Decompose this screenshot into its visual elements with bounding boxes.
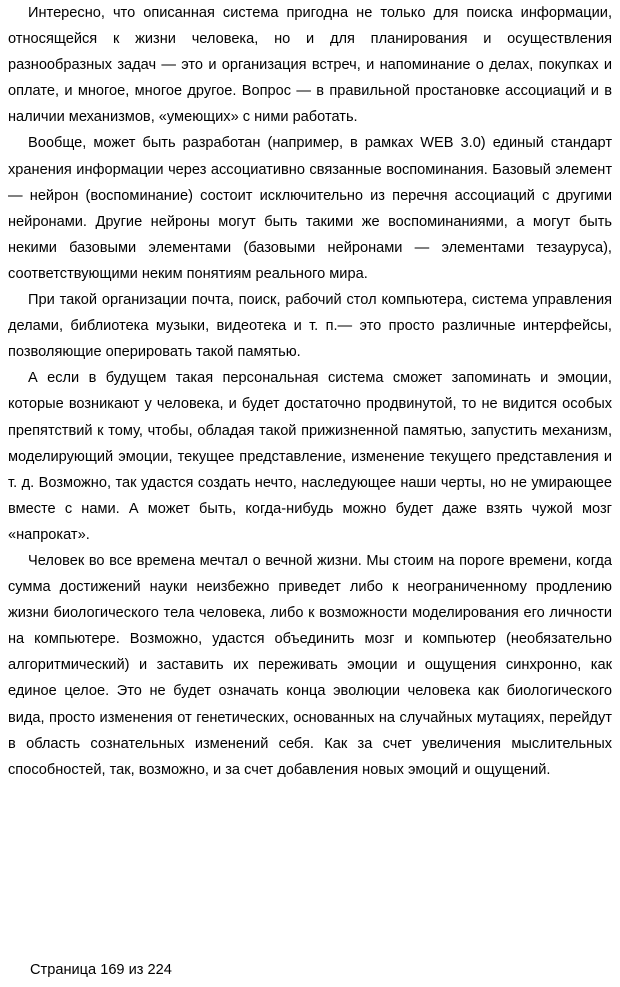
page-number-footer: Страница 169 из 224 — [30, 962, 172, 978]
text-body — [8, 0, 612, 783]
paragraph-1: Интересно, что описанная система пригодна не только для поиска информации, относящейся к жизни человека, но и для планирования и осуществления разнообразных задач — это и организация встреч, и напоминание о делах, покупках и оплате, и многое, многое другое. Вопрос — в правильной простановке ассоциаций и в наличии механизмов, «умеющих» с ними работать. — [8, 5, 612, 126]
paragraph-3: При такой организации почта, поиск, рабочий стол компьютера, система управления делами, библиотека музыки, видеотека и т. п.— это просто различные интерфейсы, позволяющие оперировать такой памятью. — [8, 292, 612, 361]
paragraph-5: Человек во все времена мечтал о вечной жизни. Мы стоим на пороге времени, когда сумма достижений науки неизбежно приведет либо к неограниченному продлению жизни биологического тела человека, либо к возможности моделирования его личности на компьютере. Возможно, удастся объединить мозг и компьютер (необязательно алгоритмический) и заставить их переживать эмоции и ощущения синхронно, как единое целое. Это не будет означать конца эволюции человека как биологического вида, просто изменения от генетических, основанных на случайных мутациях, перейдут в область сознательных изменений себя. Как за счет увеличения мыслительных способностей, так, возможно, и за счет добавления новых эмоций и ощущений. — [8, 552, 612, 778]
paragraph-2: Вообще, может быть разработан (например, в рамках WEB 3.0) единый стандарт хранения информации через ассоциативно связанные воспоминания. Базовый элемент — нейрон (воспоминание) состоит исключительно из перечня ассоциаций с другими нейронами. Другие нейроны могут быть такими же воспоминаниями, а могут быть некими базовыми элементами (базовыми нейронами — элементами тезауруса), соответствующими неким понятиям реального мира. — [8, 135, 612, 282]
paragraph-4: А если в будущем такая персональная система сможет запоминать и эмоции, которые возникают у человека, и будет достаточно продвинутой, то не видится особых препятствий к тому, чтобы, обладая такой прижизненной памятью, запустить механизм, моделирующий эмоции, текущее представление, изменение текущего представления и т. д. Возможно, так удастся создать нечто, наследующее наши черты, но не умирающее вместе с нами. А может быть, когда-нибудь можно будет даже взять чужой мозг «напрокат». — [8, 370, 612, 543]
